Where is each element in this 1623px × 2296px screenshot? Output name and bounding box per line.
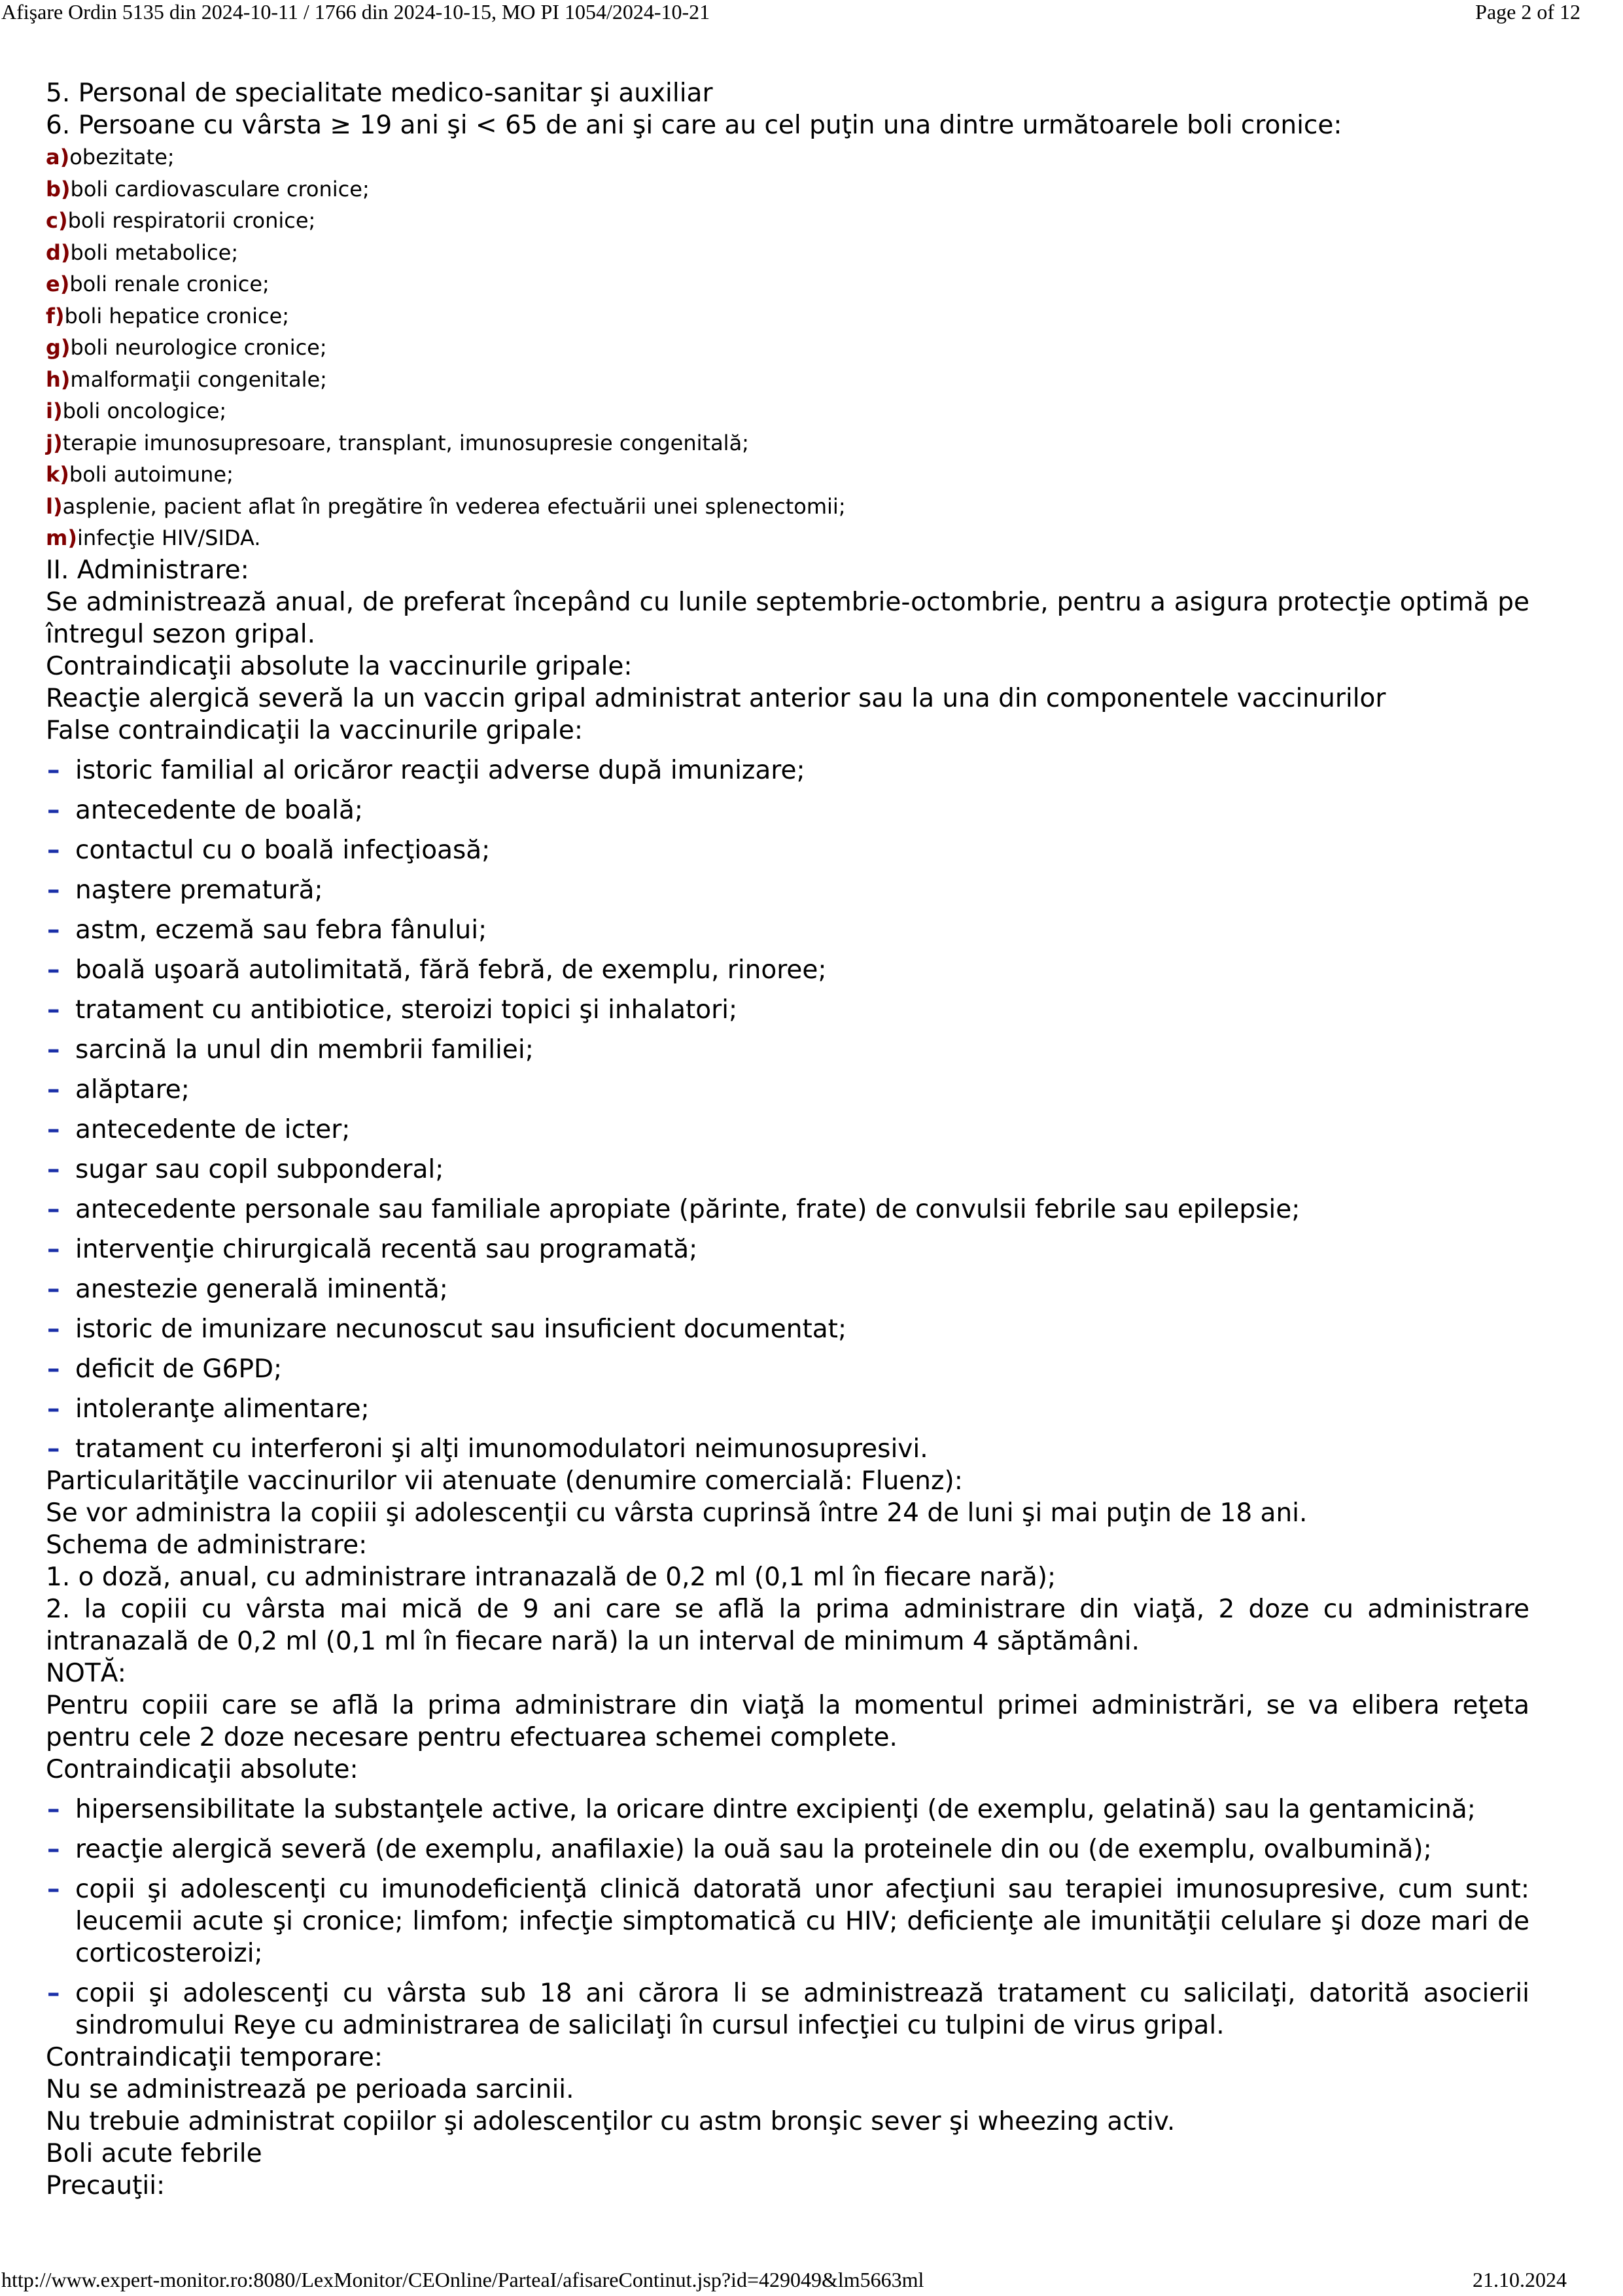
list-item-text: istoric de imunizare necunoscut sau insuficient documentat; [75,1314,847,1344]
dash-bullet: – [47,1874,60,1904]
list-item [46,1977,1529,2041]
schema-step-1: 1. o doză, anual, cu administrare intranazală de 0,2 ml (0,1 ml în fiecare nară); [46,1562,1056,1592]
list-item [46,1074,1529,1106]
dash-bullet: – [47,955,60,985]
disease-item [46,173,1529,205]
list-item [46,994,1529,1026]
list-item [46,874,1529,906]
dash-bullet: – [47,1074,60,1104]
dash-bullet: – [47,1314,60,1344]
disease-text: boli hepatice cronice; [64,303,290,328]
page-header [0,0,1623,39]
item-6: 6. Persoane cu vârsta ≥ 19 ani şi < 65 de ani şi care au cel puţin una dintre următoarele boli cronice: [46,111,1342,140]
nota-title: NOTĂ: [46,1658,126,1688]
false-contra-list [46,754,1529,1465]
list-item [46,754,1529,786]
disease-text: boli neurologice cronice; [70,335,327,360]
dash-bullet: – [47,1034,60,1065]
disease-item [46,364,1529,396]
list-item [46,1873,1529,1969]
schema-title: Schema de administrare: [46,1530,368,1560]
disease-item [46,205,1529,237]
list-item-text: sugar sau copil subponderal; [75,1154,444,1184]
list-item [46,1154,1529,1186]
list-item-text: alăptare; [75,1074,190,1104]
temp-contra-2: Nu trebuie administrat copiilor şi adolescenţilor cu astm bronşic sever şi wheezing activ. [46,2106,1176,2136]
list-item-text: deficit de G6PD; [75,1354,283,1384]
dash-bullet: – [47,1978,60,2008]
live-vaccine-text: Se vor administra la copiii şi adolescenţii cu vârsta cuprinsă între 24 de luni şi mai puţin de 18 ani. [46,1498,1308,1528]
item-5: 5. Personal de specialitate medico-sanitar şi auxiliar [46,79,713,108]
disease-item [46,459,1529,491]
dash-bullet: – [47,795,60,825]
page-number: Page 2 of 12 [1475,0,1580,24]
list-item [46,1353,1529,1385]
disease-text: obezitate; [69,145,175,169]
disease-text: asplenie, pacient aflat în pregătire în vederea efectuării unei splenectomii; [62,493,846,519]
list-item-text: antecedente personale sau familiale apropiate (părinte, frate) de convulsii febrile sau epilepsie; [75,1194,1300,1224]
list-item [46,1833,1529,1865]
dash-bullet: – [47,755,60,785]
live-vaccine-title: Particularităţile vaccinurilor vii atenuate (denumire comercială: Fluenz): [46,1466,963,1496]
dash-bullet: – [47,915,60,945]
precautions-title: Precauţii: [46,2170,166,2200]
disease-text: terapie imunosupresoare, transplant, imunosupresie congenitală; [62,430,749,455]
list-item [46,1393,1529,1425]
dash-bullet: – [47,1834,60,1864]
nota-text: Pentru copiii care se află la prima administrare din viaţă la momentul primei administrări, se va elibera reţeta pentru cele 2 doze necesare pentru efectuarea schemei complete. [46,1690,1529,1752]
list-item-text: boală uşoară autolimitată, fără febră, de exemplu, rinoree; [75,955,827,985]
list-item [46,834,1529,866]
list-item-text: intervenţie chirurgicală recentă sau programată; [75,1234,698,1264]
abs-contra-title: Contraindicaţii absolute la vaccinurile gripale: [46,651,633,681]
schema-step-2: 2. la copiii cu vârsta mai mică de 9 ani care se află la prima administrare din viaţă, 2 doze cu administrare intranazală de 0,2 ml (0,1 ml în fiecare nară) la un interval de minimum 4 săptămâni. [46,1594,1529,1656]
dash-bullet: – [47,835,60,865]
disease-text: boli renale cronice; [69,272,270,296]
list-item [46,1193,1529,1226]
dash-bullet: – [47,1114,60,1144]
admin-paragraph: Se administrează anual, de preferat începând cu lunile septembrie-octombrie, pentru a asigura protecţie optimă pe întregul sezon gripal. [46,587,1529,649]
list-item-text: antecedente de icter; [75,1114,351,1144]
list-item-text: sarcină la unul din membrii familiei; [75,1034,534,1065]
disease-text: infecţie HIV/SIDA. [77,525,261,550]
list-item [46,1114,1529,1146]
dash-bullet: – [47,1154,60,1184]
dash-bullet: – [47,1434,60,1464]
disease-item [46,427,1529,459]
temp-contra-1: Nu se administrează pe perioada sarcinii. [46,2074,574,2104]
disease-label: b) [46,176,71,202]
disease-item [46,522,1529,554]
disease-item [46,141,1529,173]
disease-text: boli autoimune; [69,462,234,487]
list-item-text: copii şi adolescenţi cu imunodeficienţă clinică datorată unor afecţiuni sau terapiei imunosupresive, cum sunt: leucemii acute şi cronice; limfom; infecţie simptomatică cu HIV; deficienţe ale imunităţii celulare şi doze mari de corticosteroizi; [75,1874,1529,1968]
list-item-text: istoric familial al oricăror reacţii adverse după imunizare; [75,755,805,785]
list-item [46,1233,1529,1265]
disease-label: c) [46,208,68,233]
list-item-text: reacţie alergică severă (de exemplu, anafilaxie) la ouă sau la proteinele din ou (de exemplu, ovalbumină); [75,1834,1432,1864]
list-item-text: antecedente de boală; [75,795,364,825]
list-item-text: copii şi adolescenţi cu vârsta sub 18 ani cărora li se administrează tratament cu salicilaţi, datorită asocierii sindromului Reye cu administrarea de salicilaţi în cursul infecţiei cu tulpini de virus gripal. [75,1978,1529,2040]
disease-item [46,395,1529,427]
disease-label: a) [46,145,70,169]
live-abs-contra-title: Contraindicaţii absolute: [46,1754,358,1784]
disease-label: j) [46,430,63,455]
section-title-administrare: II. Administrare: [46,555,249,585]
disease-item [46,268,1529,300]
disease-label: m) [46,525,77,550]
header-title: Afişare Ordin 5135 din 2024-10-11 / 1766 din 2024-10-15, MO PI 1054/2024-10-21 [1,0,710,24]
disease-label: f) [46,303,65,328]
disease-label: e) [46,272,70,296]
list-item [46,794,1529,826]
list-item [46,1034,1529,1066]
disease-text: boli cardiovasculare cronice; [70,176,370,202]
disease-text: boli respiratorii cronice; [67,208,316,233]
list-item-text: tratament cu interferoni şi alţi imunomodulatori neimunosupresivi. [75,1434,928,1464]
disease-label: d) [46,239,71,265]
disease-label: l) [46,493,63,519]
disease-label: k) [46,462,69,487]
disease-label: i) [46,398,63,423]
disease-text: malformaţii congenitale; [70,366,327,392]
footer-url: http://www.expert-monitor.ro:8080/LexMonitor/CEOnline/ParteaI/afisareContinut.jsp?id=429049&lm5663ml [1,2268,924,2291]
list-item-text: naştere prematură; [75,875,323,905]
disease-item [46,491,1529,523]
dash-bullet: – [47,1234,60,1264]
disease-item [46,332,1529,364]
list-item-text: astm, eczemă sau febra fânului; [75,915,487,945]
disease-list [46,141,1529,554]
dash-bullet: – [47,995,60,1025]
abs-contra-text: Reacţie alergică severă la un vaccin gripal administrat anterior sau la una din componentele vaccinurilor [46,683,1386,713]
list-item-text: tratament cu antibiotice, steroizi topici şi inhalatori; [75,995,738,1025]
temp-contra-title: Contraindicaţii temporare: [46,2042,383,2072]
disease-item [46,237,1529,269]
list-item-text: intoleranţe alimentare; [75,1394,370,1424]
document-body [46,77,1529,2202]
disease-label: g) [46,335,71,360]
dash-bullet: – [47,1194,60,1224]
disease-text: boli metabolice; [70,239,239,265]
dash-bullet: – [47,1794,60,1824]
dash-bullet: – [47,875,60,905]
disease-text: boli oncologice; [62,398,227,423]
page-footer [0,2264,1623,2296]
list-item [46,914,1529,946]
list-item [46,1433,1529,1465]
dash-bullet: – [47,1354,60,1384]
list-item [46,1793,1529,1826]
disease-label: h) [46,366,71,392]
list-item-text: hipersensibilitate la substanţele active, la oricare dintre excipienţi (de exemplu, gelatină) sau la gentamicină; [75,1794,1476,1824]
dash-bullet: – [47,1394,60,1424]
disease-item [46,300,1529,332]
false-contra-title: False contraindicaţii la vaccinurile gripale: [46,715,583,745]
list-item [46,1313,1529,1345]
dash-bullet: – [47,1274,60,1304]
list-item-text: contactul cu o boală infecţioasă; [75,835,491,865]
temp-contra-3: Boli acute febrile [46,2138,262,2168]
live-abs-contra-list [46,1793,1529,2041]
list-item [46,954,1529,986]
footer-date: 21.10.2024 [1473,2268,1567,2291]
list-item-text: anestezie generală iminentă; [75,1274,448,1304]
list-item [46,1273,1529,1305]
